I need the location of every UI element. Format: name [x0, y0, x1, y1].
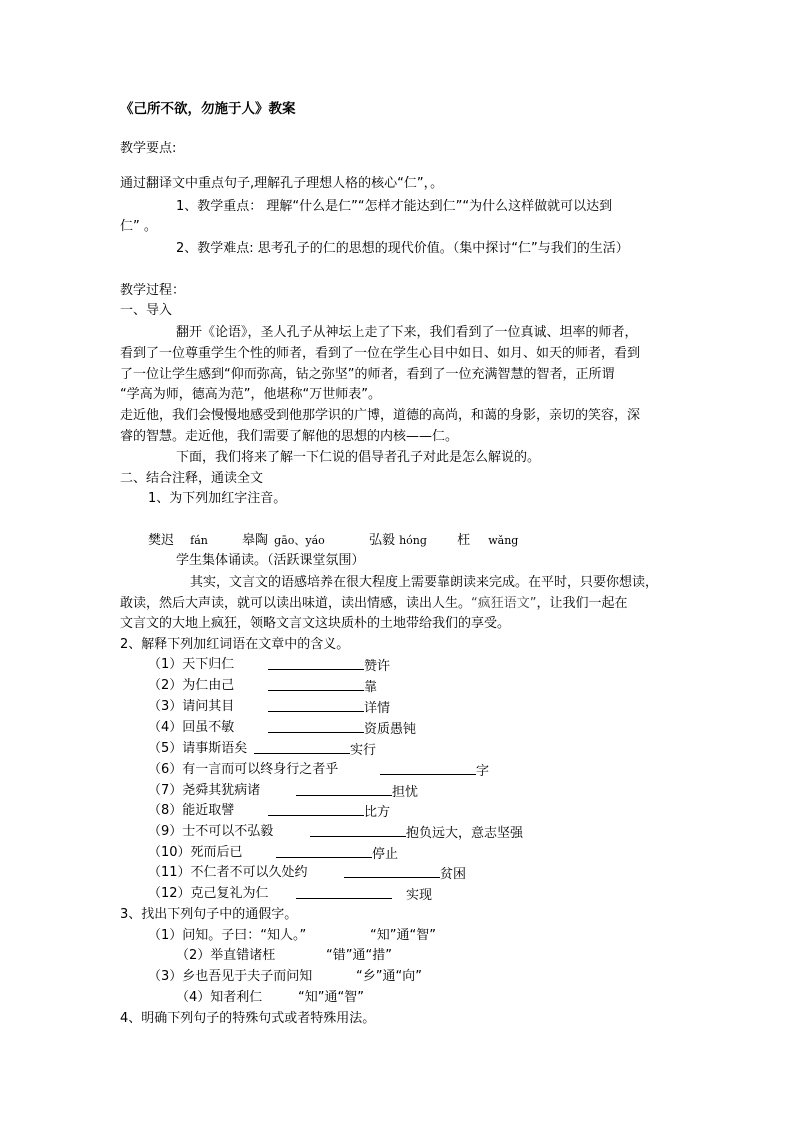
intro-paragraph-line: 了一位让学生感到“仰而弥高，钻之弥坚”的师者，看到了一位充满智慧的智者，正所谓	[120, 367, 615, 382]
answer-blank	[380, 761, 476, 775]
vocab-term: （8）能近取譬	[148, 803, 235, 818]
vocab-answer: 实现	[406, 888, 433, 903]
vocab-item	[148, 782, 260, 800]
vocab-term: （2）为仁由己	[148, 678, 235, 693]
answer-blank	[310, 823, 406, 837]
answer-blank	[268, 802, 364, 816]
vocab-answer-row	[268, 656, 390, 676]
vocab-answer-row	[296, 782, 418, 802]
vocab-answer: 贫困	[440, 867, 467, 882]
pinyin-word: 枉	[457, 533, 471, 548]
vocab-item	[148, 677, 234, 695]
vocab-item	[148, 656, 234, 674]
vocab-answer: 比方	[364, 805, 391, 820]
vocab-answer-row	[268, 677, 377, 697]
tongjia-note: “乡”通“向”	[356, 969, 422, 984]
reading-text: 敢读，然后大声读，就可以读出味道，读出情感，读出人生。	[120, 596, 472, 611]
intro-paragraph-line: 下面，我们将来了解一下仁说的倡导者孔子对此是怎么解说的。	[176, 450, 541, 465]
vocab-answer: 抱负远大，意志坚强	[406, 826, 524, 841]
pinyin-reading: fán	[190, 534, 208, 547]
vocab-term: （11）不仁者不可以久处约	[148, 865, 308, 880]
vocab-answer: 担忧	[392, 785, 419, 800]
tongjia-note: “知”通“智”	[370, 928, 436, 943]
reading-paragraph-line: 文言文的大地上疯狂，领略文言文这块质朴的土地带给我们的享受。	[120, 616, 511, 631]
task-3: 3、找出下列句子中的通假字。	[120, 907, 298, 922]
pinyin-row	[148, 532, 518, 550]
document-title: 《己所不欲，勿施于人》教案	[120, 101, 296, 117]
intro-paragraph-line: “学高为师，德高为范”，他堪称“万世师表”。	[120, 387, 381, 402]
vocab-item	[148, 864, 308, 882]
vocab-answer-row	[310, 823, 523, 843]
vocab-item	[148, 761, 338, 779]
pinyin-word: 皋陶	[242, 533, 269, 548]
answer-blank	[254, 740, 350, 754]
intro-paragraph-line: 翻开《论语》，圣人孔子从神坛上走了下来，我们看到了一位真诚、坦率的师者，	[176, 325, 638, 340]
vocab-item	[148, 885, 269, 903]
pinyin-word: 弘毅	[368, 533, 395, 548]
vocab-item	[148, 823, 273, 841]
tongjia-item: （3）乡也吾见于夫子而问知	[148, 969, 313, 984]
part1-heading: 一、导入	[120, 303, 173, 318]
vocab-item	[148, 844, 243, 862]
vocab-term: （1）天下归仁	[148, 657, 235, 672]
vocab-answer: 字	[476, 764, 490, 779]
vocab-term: （6）有一言而可以终身行之者乎	[148, 762, 339, 777]
section-heading-key-points: 教学要点:	[120, 141, 177, 156]
objective-line: 通过翻译文中重点句子,理解孔子理想人格的核心“仁”，。	[120, 176, 444, 191]
vocab-answer-row	[268, 719, 416, 739]
vocab-item	[148, 740, 247, 758]
vocab-answer: 资质愚钝	[364, 722, 417, 737]
vocab-answer-row	[296, 885, 432, 905]
pinyin-reading: gāo、yáo	[274, 534, 325, 547]
reading-paragraph-line: 其实，文言文的语感培养在很大程度上需要靠朗读来完成。在平时，只要你想读，	[190, 575, 659, 590]
reading-text: ，让我们一起在	[536, 596, 628, 611]
key-point-1-line-a: 1、教学重点： 理解“什么是仁”“怎样才能达到仁”“为什么这样做就可以达到	[176, 199, 613, 214]
pinyin-reading: hóng	[399, 534, 427, 547]
vocab-term: （3）请问其目	[148, 699, 235, 714]
pinyin-word: 樊迟	[148, 533, 175, 548]
vocab-item	[148, 719, 234, 737]
key-point-2: 2、教学难点: 思考孔子的仁的思想的现代价值。（集中探讨“仁”与我们的生活）	[176, 241, 629, 256]
vocab-answer-row	[268, 802, 390, 822]
vocab-item	[148, 698, 234, 716]
answer-blank	[268, 656, 364, 670]
vocab-answer: 赞许	[364, 659, 391, 674]
tongjia-item: （2）举直错诸枉	[176, 948, 276, 963]
vocab-answer-row	[276, 844, 398, 864]
intro-paragraph-line: 看到了一位尊重学生个性的师者，看到了一位在学生心目中如日、如月、如天的师者，看到	[120, 346, 641, 361]
vocab-answer-row	[344, 864, 466, 884]
vocab-term: （12）克己复礼为仁	[148, 886, 269, 901]
pinyin-reading: wǎng	[488, 534, 519, 547]
vocab-term: （5）请事斯语矣	[148, 741, 248, 756]
task-2: 2、解释下列加红词语在文章中的含义。	[120, 637, 350, 652]
vocab-term: （4）回虽不敏	[148, 720, 235, 735]
vocab-answer-row	[380, 761, 489, 781]
vocab-answer: 靠	[364, 680, 378, 695]
task-4: 4、明确下列句子的特殊句式或者特殊用法。	[120, 1011, 376, 1026]
part2-heading: 二、结合注释，通读全文	[120, 471, 264, 486]
answer-blank	[268, 698, 364, 712]
vocab-term: （9）士不可以不弘毅	[148, 824, 274, 839]
task-1: 1、为下列加红字注音。	[148, 491, 287, 506]
tongjia-item: （4）知者利仁	[176, 990, 263, 1005]
tongjia-note: “知”通“智”	[298, 990, 364, 1005]
answer-blank	[344, 864, 440, 878]
tongjia-item: （1）问知。子曰：“知人。”	[148, 928, 307, 943]
tongjia-note: “错”通“措”	[326, 948, 392, 963]
section-heading-process: 教学过程：	[120, 283, 186, 298]
answer-blank	[268, 719, 364, 733]
answer-blank	[296, 782, 392, 796]
reading-highlight: “疯狂语文”	[471, 596, 537, 611]
vocab-term: （7）尧舜其犹病诸	[148, 783, 261, 798]
answer-blank	[276, 844, 372, 858]
answer-blank	[268, 677, 364, 691]
vocab-answer-row	[268, 698, 390, 718]
reading-paragraph-line	[120, 595, 628, 613]
intro-paragraph-line: 走近他，我们会慢慢地感受到他那学识的广博，道德的高尚，和蔼的身影，亲切的笑容，深	[120, 408, 641, 423]
vocab-item	[148, 802, 234, 820]
vocab-answer: 停止	[372, 847, 399, 862]
vocab-term: （10）死而后已	[148, 845, 243, 860]
choral-reading-line: 学生集体诵读。（活跃课堂氛围）	[176, 553, 365, 568]
vocab-answer-row	[254, 740, 376, 760]
vocab-answer: 实行	[350, 743, 377, 758]
vocab-answer: 详情	[364, 701, 391, 716]
answer-blank	[296, 885, 392, 899]
key-point-1-line-b: 仁” 。	[120, 219, 157, 234]
intro-paragraph-line: 睿的智慧。走近他，我们需要了解他的思想的内核——仁。	[120, 429, 459, 444]
